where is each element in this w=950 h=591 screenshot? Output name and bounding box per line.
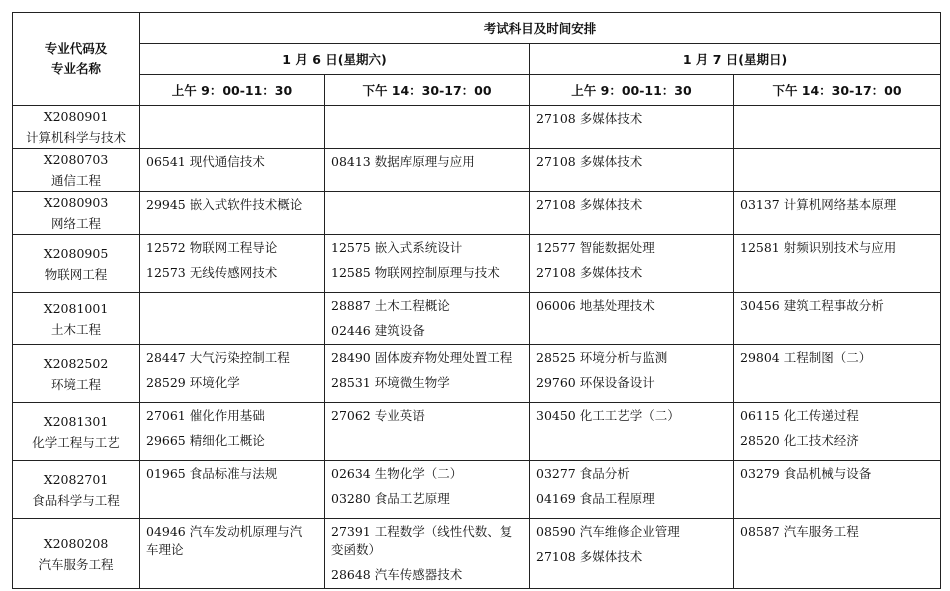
line-gap	[325, 367, 529, 374]
major-column-header	[13, 13, 140, 106]
course-entry: 29760 环保设备设计	[536, 375, 655, 390]
line-gap	[530, 483, 733, 490]
major-cell	[13, 192, 140, 235]
exam-cell	[140, 403, 325, 461]
course-entry: 28529 环境化学	[146, 375, 240, 390]
major-cell	[13, 461, 140, 519]
course-entry: 12573 无线传感网技术	[146, 265, 278, 280]
schedule-title: 考试科目及时间安排	[140, 13, 941, 44]
exam-cell	[140, 149, 325, 192]
exam-cell	[530, 235, 734, 293]
course-entry: 28490 固体废弃物处理处置工程	[331, 350, 513, 365]
course-entry: 29945 嵌入式软件技术概论	[146, 197, 303, 212]
line-gap	[734, 425, 940, 432]
exam-cell	[530, 519, 734, 589]
course-entry: 03277 食品分析	[536, 466, 630, 481]
exam-cell	[734, 403, 941, 461]
exam-cell	[140, 235, 325, 293]
session-header-day1-morning: 上午 9：00-11：30	[140, 75, 325, 106]
line-gap	[140, 425, 324, 432]
table-row	[13, 345, 941, 403]
course-entry: 27108 多媒体技术	[536, 197, 643, 212]
exam-cell	[140, 461, 325, 519]
major-column-header-line1: 专业代码及	[44, 41, 108, 56]
major-code: X2082502	[43, 355, 109, 371]
exam-cell	[734, 192, 941, 235]
course-entry: 29804 工程制图（二）	[740, 350, 872, 365]
exam-cell	[325, 403, 530, 461]
course-entry: 28648 汽车传感器技术	[331, 567, 463, 582]
course-entry: 28525 环境分析与监测	[536, 350, 668, 365]
major-code: X2080208	[43, 535, 109, 551]
course-entry: 03280 食品工艺原理	[331, 491, 450, 506]
table-row	[13, 149, 941, 192]
course-entry: 27108 多媒体技术	[536, 265, 643, 280]
session-header-day2-afternoon: 下午 14：30-17：00	[734, 75, 941, 106]
course-entry: 12581 射频识别技术与应用	[740, 240, 897, 255]
table-row	[13, 106, 941, 149]
course-entry: 12575 嵌入式系统设计	[331, 240, 463, 255]
exam-cell	[140, 106, 325, 149]
course-entry: 12572 物联网工程导论	[146, 240, 278, 255]
exam-cell	[734, 461, 941, 519]
course-entry: 27391 工程数学（线性代数、复	[331, 524, 513, 539]
exam-cell	[325, 235, 530, 293]
exam-cell	[530, 461, 734, 519]
exam-cell	[530, 149, 734, 192]
major-code: X2081001	[43, 300, 109, 316]
major-name: 网络工程	[50, 216, 101, 231]
course-entry: 04169 食品工程原理	[536, 491, 655, 506]
exam-cell	[530, 106, 734, 149]
major-code: X2080903	[43, 195, 109, 210]
course-entry: 03137 计算机网络基本原理	[740, 197, 897, 212]
course-entry: 28887 土木工程概论	[331, 298, 450, 313]
major-cell	[13, 403, 140, 461]
exam-cell	[734, 293, 941, 345]
exam-cell	[325, 519, 530, 589]
table-row	[13, 235, 941, 293]
course-entry: 06006 地基处理技术	[536, 298, 655, 313]
table-row	[13, 519, 941, 589]
major-name: 通信工程	[50, 173, 101, 188]
major-cell	[13, 345, 140, 403]
course-entry: 28520 化工技术经济	[740, 433, 859, 448]
major-cell	[13, 519, 140, 589]
course-entry: 02446 建筑设备	[331, 323, 425, 338]
course-entry: 27062 专业英语	[331, 408, 425, 423]
course-entry: 27061 催化作用基础	[146, 408, 265, 423]
table-row	[13, 293, 941, 345]
course-entry: 27108 多媒体技术	[536, 549, 643, 564]
exam-cell	[325, 192, 530, 235]
exam-cell	[734, 235, 941, 293]
exam-cell	[140, 192, 325, 235]
line-gap	[325, 559, 529, 566]
course-entry: 30456 建筑工程事故分析	[740, 298, 884, 313]
day-header-1: 1 月 6 日(星期六)	[140, 44, 530, 75]
schedule-body	[13, 106, 941, 589]
exam-cell	[734, 106, 941, 149]
major-cell	[13, 149, 140, 192]
exam-cell	[140, 345, 325, 403]
major-code: X2080905	[43, 245, 109, 261]
line-gap	[530, 541, 733, 548]
major-name: 物联网工程	[44, 266, 108, 282]
exam-cell	[325, 149, 530, 192]
course-entry: 06541 现代通信技术	[146, 154, 265, 169]
line-gap	[530, 367, 733, 374]
table-row	[13, 192, 941, 235]
exam-schedule-table	[12, 12, 941, 589]
major-name: 土木工程	[50, 321, 101, 337]
line-gap	[325, 257, 529, 264]
exam-cell	[325, 461, 530, 519]
exam-cell	[325, 293, 530, 345]
exam-cell	[325, 106, 530, 149]
course-entry: 变函数）	[331, 542, 382, 557]
exam-cell	[530, 192, 734, 235]
major-name: 环境工程	[50, 376, 101, 392]
major-name: 计算机科学与技术	[25, 130, 126, 145]
course-entry: 01965 食品标准与法规	[146, 466, 278, 481]
major-name: 汽车服务工程	[38, 556, 114, 572]
line-gap	[325, 483, 529, 490]
course-entry: 08413 数据库原理与应用	[331, 154, 475, 169]
major-cell	[13, 106, 140, 149]
table-row	[13, 461, 941, 519]
course-entry: 12577 智能数据处理	[536, 240, 655, 255]
course-entry: 30450 化工工艺学（二）	[536, 408, 680, 423]
exam-cell	[530, 403, 734, 461]
course-entry: 车理论	[146, 542, 184, 557]
exam-cell	[325, 345, 530, 403]
course-entry: 08590 汽车维修企业管理	[536, 524, 680, 539]
major-name: 食品科学与工程	[32, 492, 120, 508]
exam-cell	[734, 519, 941, 589]
course-entry: 12585 物联网控制原理与技术	[331, 265, 500, 280]
major-cell	[13, 235, 140, 293]
course-entry: 27108 多媒体技术	[536, 154, 643, 169]
exam-cell	[140, 519, 325, 589]
course-entry: 03279 食品机械与设备	[740, 466, 872, 481]
course-entry: 02634 生物化学（二）	[331, 466, 463, 481]
line-gap	[325, 315, 529, 322]
course-entry: 08587 汽车服务工程	[740, 524, 859, 539]
exam-cell	[530, 293, 734, 345]
course-entry: 29665 精细化工概论	[146, 433, 265, 448]
exam-cell	[530, 345, 734, 403]
day-header-2: 1 月 7 日(星期日)	[530, 44, 941, 75]
major-code: X2082701	[43, 471, 109, 487]
line-gap	[140, 367, 324, 374]
line-gap	[140, 257, 324, 264]
major-code: X2080901	[43, 109, 109, 124]
major-code: X2080703	[43, 152, 109, 167]
major-column-header-line2: 专业名称	[50, 61, 101, 76]
course-entry: 04946 汽车发动机原理与汽	[146, 524, 303, 539]
session-header-day1-afternoon: 下午 14：30-17：00	[325, 75, 530, 106]
session-header-day2-morning: 上午 9：00-11：30	[530, 75, 734, 106]
exam-cell	[734, 345, 941, 403]
exam-cell	[140, 293, 325, 345]
exam-cell	[734, 149, 941, 192]
major-cell	[13, 293, 140, 345]
course-entry: 06115 化工传递过程	[740, 408, 859, 423]
major-name: 化学工程与工艺	[32, 434, 120, 450]
table-row	[13, 403, 941, 461]
course-entry: 27108 多媒体技术	[536, 111, 643, 126]
line-gap	[530, 257, 733, 264]
course-entry: 28447 大气污染控制工程	[146, 350, 290, 365]
major-code: X2081301	[43, 413, 109, 429]
course-entry: 28531 环境微生物学	[331, 375, 450, 390]
